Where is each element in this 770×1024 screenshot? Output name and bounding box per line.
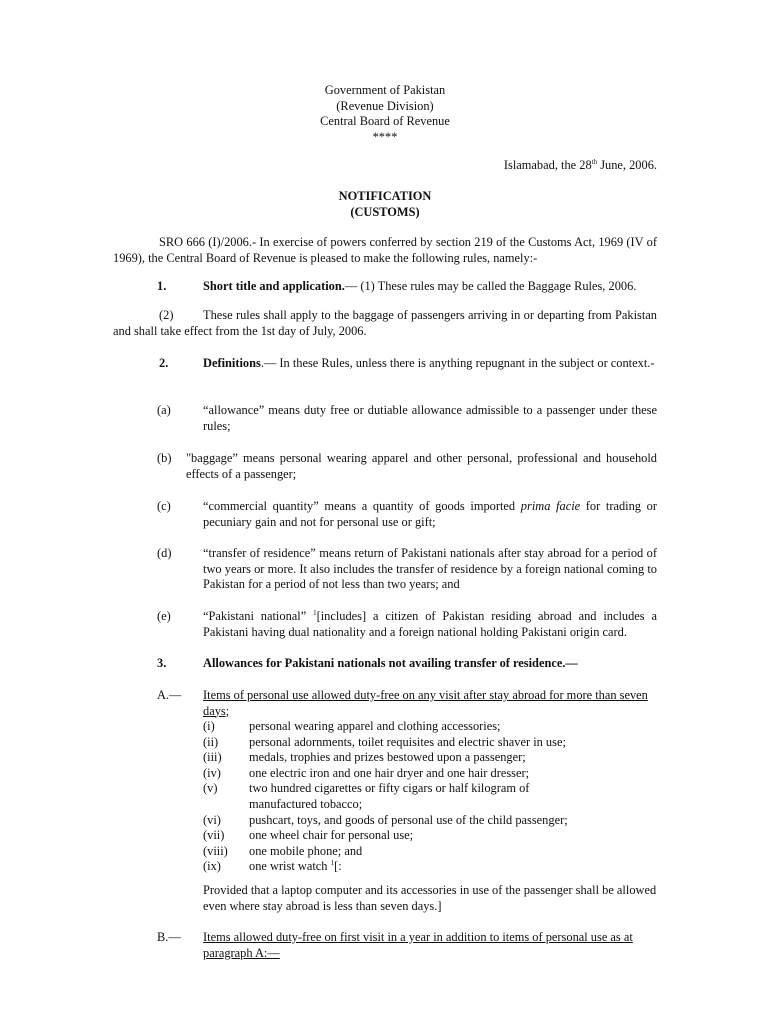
list-item: (viii) one mobile phone; and (203, 843, 363, 858)
rule-2: 2. Definitions.— In these Rules, unless there is anything repugnant in the subject or context.- (159, 356, 655, 370)
notification-page: Government of Pakistan (Revenue Division) Central Board of Revenue **** Islamabad, the 28th June, 2006. NOTIFICATION (CUSTOMS) SRO 666 (I)/2006.- In exercise of powers conferred by section 219 of the Customs Act, 1969 (IV of 1969), the Central Board of Revenue is pleased to make the following rules, namely:- 1. Short title and application.— (1) These rules may be called the Baggage Rules, 2006. (2) These rules shall apply to the baggage of passengers arriving in or departing from Pakistan and shall take effect from the 1st day of July, 2006. 2. Definitions.— In these Rules, unless there is anything repugnant in the subject or context.- (a) “allowance” means duty free or dutiable allowance admissible to a passenger under these rules; (b) "baggage” means personal wearing apparel and other personal, professional and household effects of a passenger; (c) “commercial quantity” means a quantity of goods imported prima facie for trading or pecuniary gain and not for personal use or gift; (d) “transfer of residence” means return of Pakistani nationals after stay abroad for a period of two years or more. It also includes the transfer of residence by a foreign national coming to Pakistan for a period of not less than two years; and (e) “Pakistani national” $^1$[includes] a citizen of Pakistan residing abroad and includes a Pakistani having dual nationality and a foreign national holding Pakistani origin card. 3. Allowances for Pakistani nationals not availing transfer of residence.— A.— Items of personal use allowed duty-free on any visit after stay abroad for more than seven days; (i) personal wearing apparel and clothing accessories; (ii) personal adornments, toilet requisites and electric shaver in use; (iii) medals, trophies and prizes bestowed upon a passenger; (iv) one electric iron and one hair dryer and one hair dresser; (v) two hundred cigarettes or fifty cigars or half kilogram of manufactured tobacco; (vi) pushcart, toys, and goods of personal use of the child passenger; (vii) one wheel chair for personal use; (viii) one mobile phone; and (ix) one wrist watch $^1$[: Provided that a laptop computer and its accessories in use of the passenger shall be allowed even where stay abroad is less than seven days.] B.— Items allowed duty-free on first visit in a year in addition to items of personal use as at paragraph A:— (113, 83, 657, 960)
intro-paragraph: SRO 666 (I)/2006.- In exercise of powers conferred by section 219 of the Customs Act, 1969 (IV of 1969), the Central Board of Revenue is pleased to make the following rules, namely:- (113, 235, 657, 265)
section-a-proviso: Provided that a laptop computer and its accessories in use of the passenger shall be allowed even where stay abroad is less than seven days.] (203, 883, 657, 913)
header-board: Central Board of Revenue (320, 114, 450, 129)
header-division: (Revenue Division) (336, 98, 434, 113)
list-item: (iv) one electric iron and one hair dryer and one hair dresser; (203, 765, 530, 780)
notification-title: NOTIFICATION (CUSTOMS) (338, 189, 432, 219)
list-item: (vii) one wheel chair for personal use; (203, 828, 414, 843)
section-a-items (203, 719, 657, 875)
list-item: (iii) medals, trophies and prizes bestowed upon a passenger; (203, 750, 526, 765)
list-item: (i) personal wearing apparel and clothing accessories; (203, 719, 501, 733)
list-item: (ii) personal adornments, toilet requisites and electric shaver in use; (203, 734, 566, 749)
list-item: (v) two hundred cigarettes or fifty cigars or half kilogram of manufactured tobacco; (203, 781, 530, 811)
rule-1-subrule-2: (2) These rules shall apply to the baggage of passengers arriving in or departing from Pakistan and shall take effect from the 1st day of July, 2006. (113, 308, 657, 338)
list-item: (vi) pushcart, toys, and goods of personal use of the child passenger; (203, 812, 568, 827)
header-government: Government of Pakistan (324, 83, 446, 97)
list-item: (ix) one wrist watch $^1$[: (203, 859, 342, 874)
document-header (113, 83, 657, 145)
notification-date: Islamabad, the 28th June, 2006. (503, 157, 657, 172)
header-separator: **** (372, 129, 398, 144)
